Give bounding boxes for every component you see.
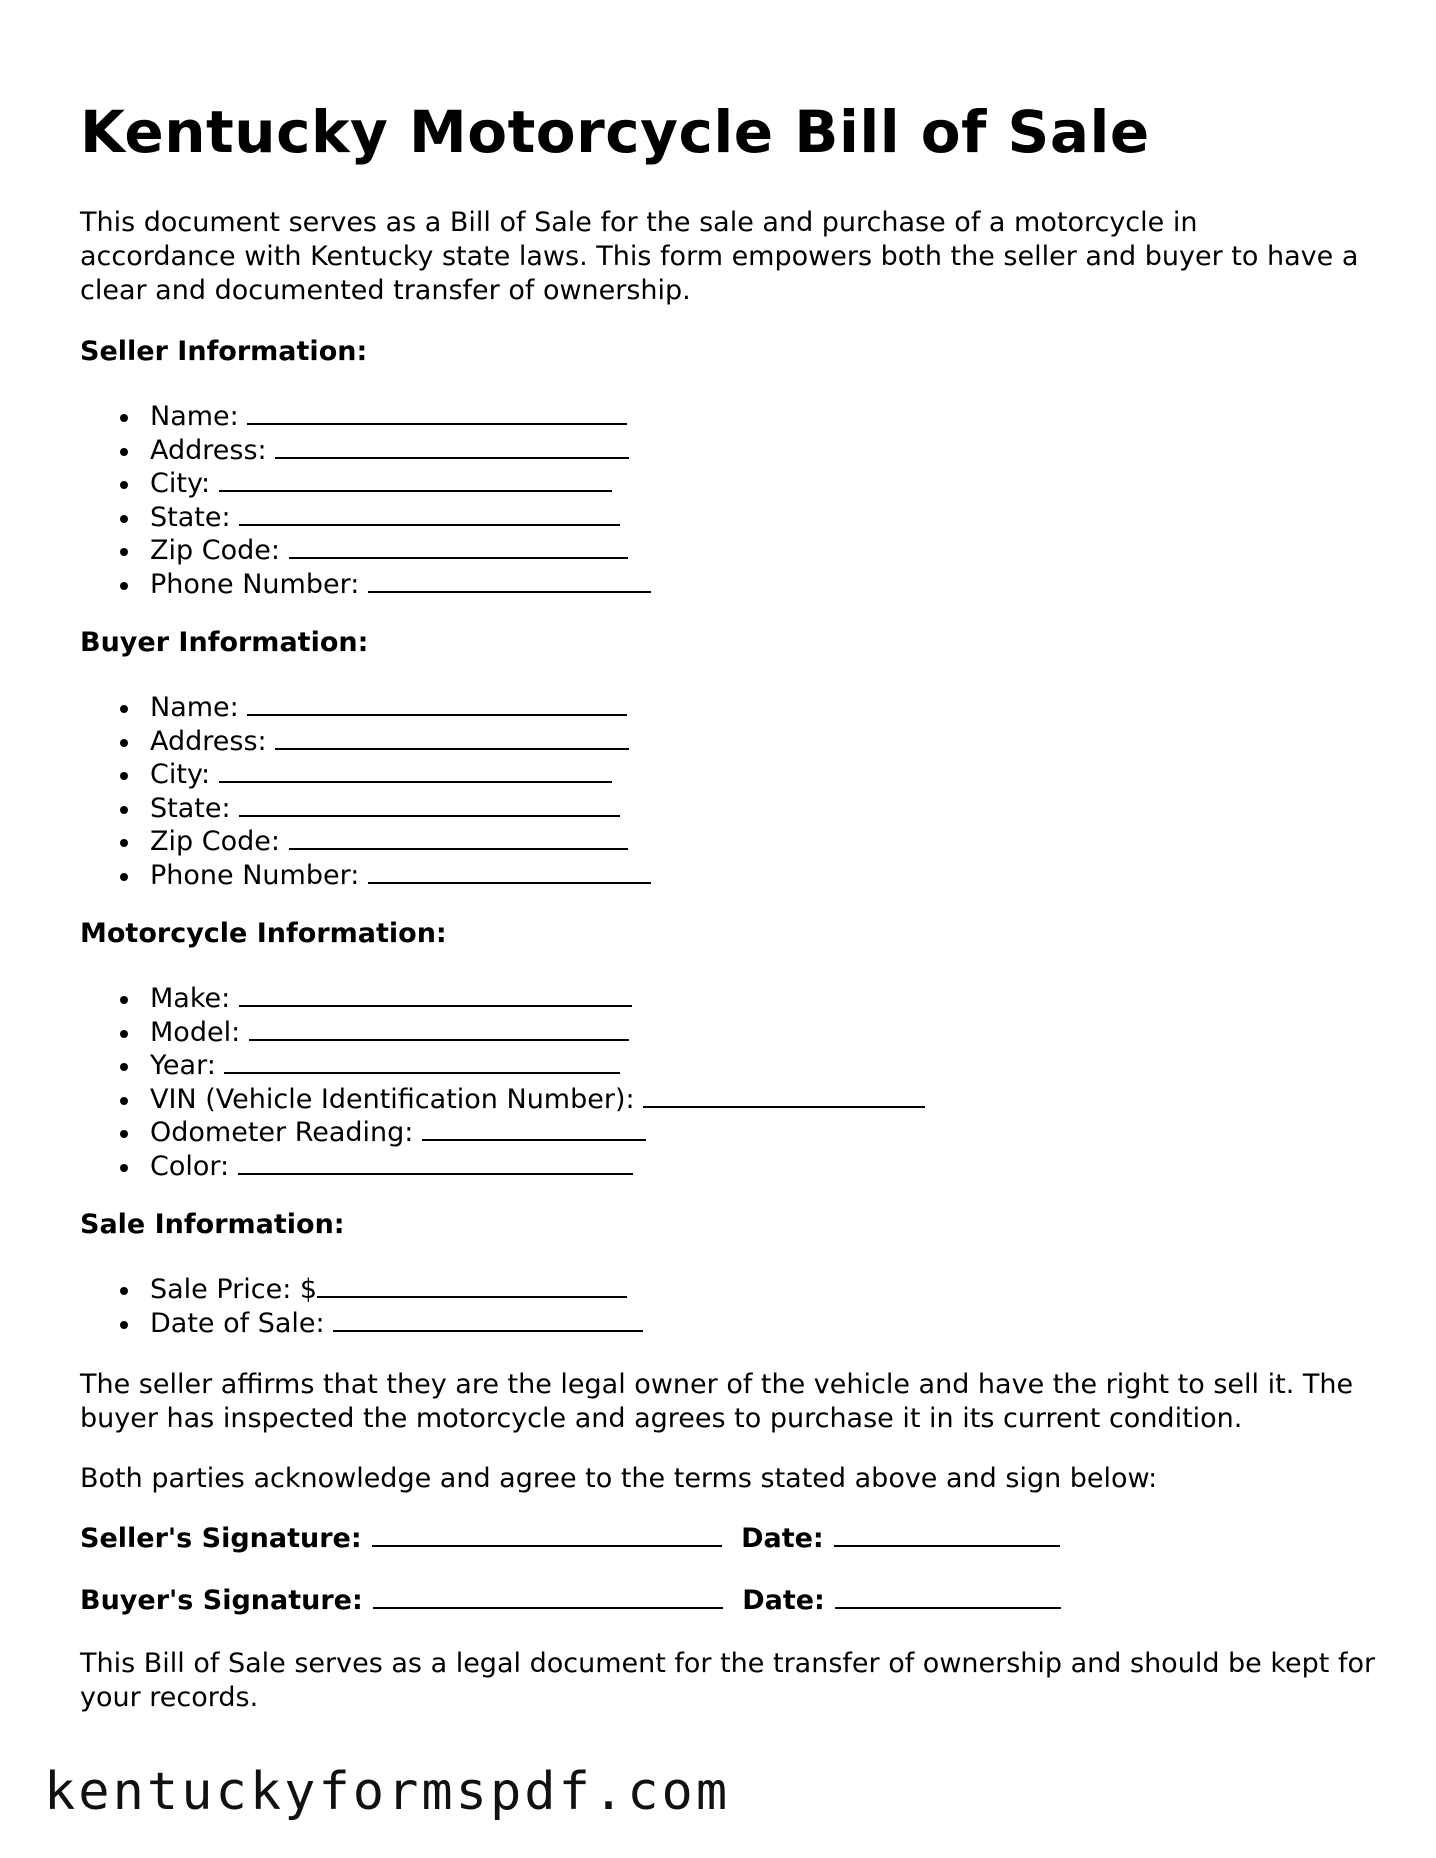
buyer-address-field[interactable]: Address: <box>80 725 651 759</box>
page-title: Kentucky Motorcycle Bill of Sale <box>80 98 1150 166</box>
acknowledge-paragraph: Both parties acknowledge and agree to the terms stated above and sign below: <box>80 1463 1158 1494</box>
motorcycle-model-field[interactable]: Model: <box>80 1016 925 1050</box>
seller-state-field[interactable]: State: <box>80 501 651 535</box>
buyer-state-field[interactable]: State: <box>80 792 651 826</box>
motorcycle-color-field[interactable]: Color: <box>80 1150 925 1184</box>
seller-address-field[interactable]: Address: <box>80 434 651 468</box>
sale-field-list <box>80 1273 643 1340</box>
sale-price-field[interactable]: Sale Price: $ <box>80 1273 643 1307</box>
affirmation-paragraph: The seller affirms that they are the legal owner of the vehicle and have the right to sell it. The buyer has inspected the motorcycle and agrees to purchase it in its current condition. <box>80 1369 1354 1434</box>
seller-phone-field[interactable]: Phone Number: <box>80 568 651 602</box>
seller-name-field[interactable]: Name: <box>80 400 651 434</box>
seller-signature-line[interactable]: Seller's Signature: Date: <box>80 1523 1060 1554</box>
buyer-city-field[interactable]: City: <box>80 758 651 792</box>
intro-paragraph: This document serves as a Bill of Sale for the sale and purchase of a motorcycle in accordance with Kentucky state laws. This form empowers both the seller and buyer to have a clear and documented transfer of ownership. <box>80 207 1359 306</box>
buyer-field-list <box>80 691 651 893</box>
buyer-zip-field[interactable]: Zip Code: <box>80 825 651 859</box>
motorcycle-odometer-field[interactable]: Odometer Reading: <box>80 1116 925 1150</box>
closing-paragraph: This Bill of Sale serves as a legal document for the transfer of ownership and should be kept for your records. <box>80 1648 1376 1713</box>
motorcycle-section-heading: Motorcycle Information: <box>80 918 447 949</box>
seller-zip-field[interactable]: Zip Code: <box>80 534 651 568</box>
motorcycle-field-list <box>80 982 925 1184</box>
seller-city-field[interactable]: City: <box>80 467 651 501</box>
buyer-signature-line[interactable]: Buyer's Signature: Date: <box>80 1585 1061 1616</box>
motorcycle-vin-field[interactable]: VIN (Vehicle Identification Number): <box>80 1083 925 1117</box>
seller-field-list <box>80 400 651 602</box>
sale-date-field[interactable]: Date of Sale: <box>80 1307 643 1341</box>
seller-section-heading: Seller Information: <box>80 336 368 367</box>
site-watermark: kentuckyformspdf.com <box>44 1762 731 1822</box>
buyer-name-field[interactable]: Name: <box>80 691 651 725</box>
buyer-phone-field[interactable]: Phone Number: <box>80 859 651 893</box>
motorcycle-year-field[interactable]: Year: <box>80 1049 925 1083</box>
motorcycle-make-field[interactable]: Make: <box>80 982 925 1016</box>
sale-section-heading: Sale Information: <box>80 1209 345 1240</box>
buyer-section-heading: Buyer Information: <box>80 627 369 658</box>
